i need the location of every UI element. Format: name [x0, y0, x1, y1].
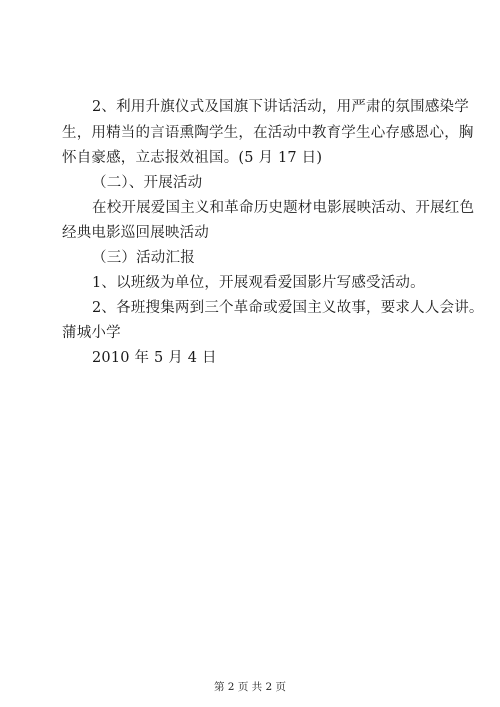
section-heading-2: （二）、开展活动 — [92, 175, 203, 191]
section-heading-3: （三）活动汇报 — [92, 250, 195, 266]
paragraph-line-4: 在校开展爱国主义和革命历史题材电影展映活动、开展红色 — [92, 200, 475, 216]
paragraph-line-1: 2、利用升旗仪式及国旗下讲话活动，用严肃的氛围感染学 — [92, 99, 469, 115]
list-item-1: 1、以班级为单位，开展观看爱国影片写感受活动。 — [92, 275, 425, 291]
list-item-2: 2、各班搜集两到三个革命或爱国主义故事，要求人人会讲。 — [92, 300, 484, 316]
signature-date: 2010 年 5 月 4 日 — [92, 350, 217, 366]
page-number-footer: 第 2 页 共 2 页 — [213, 681, 287, 693]
paragraph-line-5: 经典电影巡回展映活动 — [62, 225, 209, 241]
paragraph-line-3: 怀自豪感，立志报效祖国。(5 月 17 日) — [62, 150, 323, 166]
signature-school: 蒲城小学 — [62, 325, 121, 341]
paragraph-line-2: 生，用精当的言语熏陶学生，在活动中教育学生心存感恩心，胸 — [62, 125, 474, 141]
